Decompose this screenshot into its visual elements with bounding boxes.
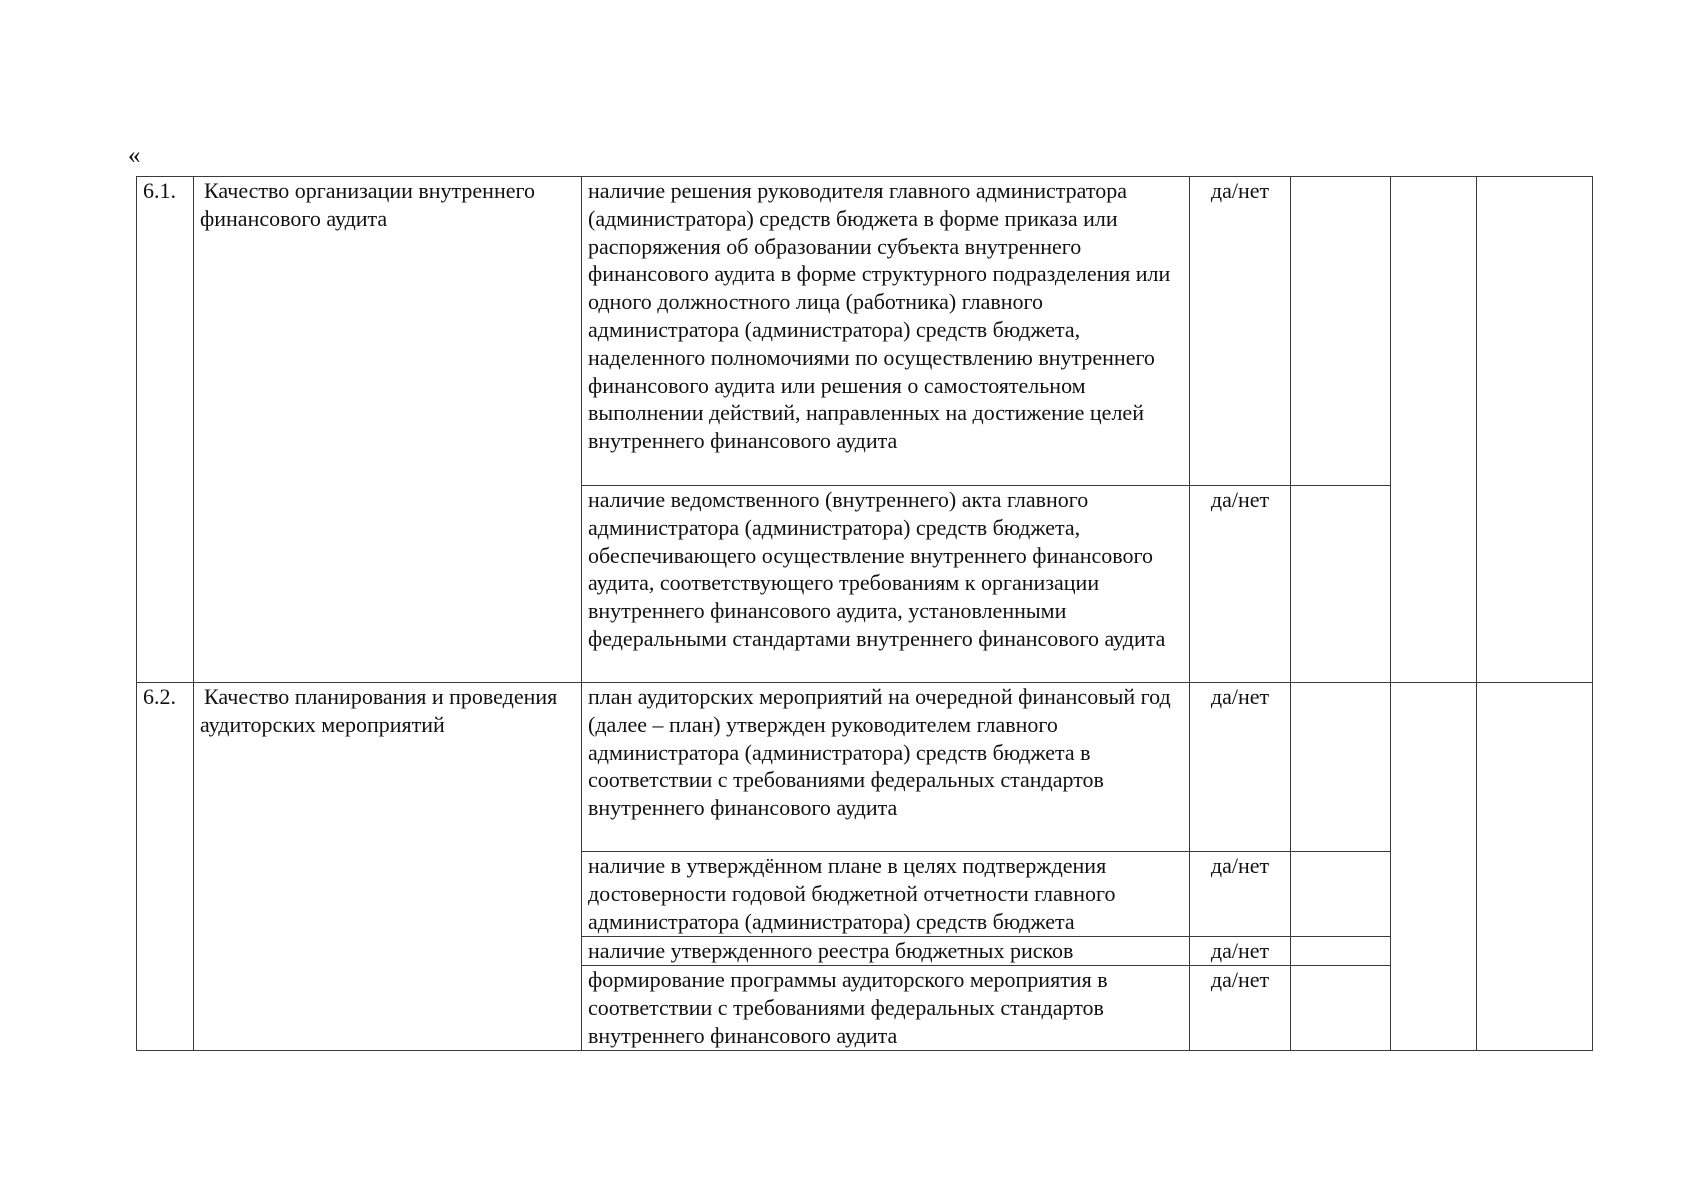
indicator-cell: наличие в утверждённом плане в целях подтверждения достоверности годовой бюджетной отчетности главного администратора (администратора) средств бюджета <box>582 852 1190 937</box>
empty-cell <box>1391 177 1477 683</box>
section-number: 6.1. <box>137 177 194 683</box>
empty-cell <box>1291 683 1391 852</box>
criterion-text: Качество организации внутреннего финансового аудита <box>200 178 535 231</box>
indicator-cell: наличие решения руководителя главного администратора (администратора) средств бюджета в форме приказа или распоряжения об образовании субъекта внутреннего финансового аудита в форме структурного подразделения или одного должностного лица (работника) главного администратора (администратора) средств бюджета, наделенного полномочиями по осуществлению внутреннего финансового аудита или решения о самостоятельном выполнении действий, направленных на достижение целей внутреннего финансового аудита <box>582 177 1190 486</box>
answer-cell: да/нет <box>1190 966 1291 1051</box>
empty-cell <box>1291 937 1391 966</box>
assessment-table <box>136 176 1593 1051</box>
criterion-cell <box>194 683 582 1051</box>
answer-cell: да/нет <box>1190 683 1291 852</box>
table-row <box>137 177 1593 486</box>
answer-cell: да/нет <box>1190 177 1291 486</box>
empty-cell <box>1391 683 1477 1051</box>
indicator-cell: наличие ведомственного (внутреннего) акта главного администратора (администратора) средств бюджета, обеспечивающего осуществление внутреннего финансового аудита, соответствующего требованиям к организации внутреннего финансового аудита, установленными федеральными стандартами внутреннего финансового аудита <box>582 486 1190 683</box>
indicator-cell: план аудиторских мероприятий на очередной финансовый год (далее – план) утвержден руководителем главного администратора (администратора) средств бюджета в соответствии с требованиями федеральных стандартов внутреннего финансового аудита <box>582 683 1190 852</box>
empty-cell <box>1291 852 1391 937</box>
criterion-text: Качество планирования и проведения аудиторских мероприятий <box>200 684 558 737</box>
empty-cell <box>1291 486 1391 683</box>
criterion-cell <box>194 177 582 683</box>
answer-cell: да/нет <box>1190 852 1291 937</box>
indicator-cell: формирование программы аудиторского мероприятия в соответствии с требованиями федеральных стандартов внутреннего финансового аудита <box>582 966 1190 1051</box>
answer-cell: да/нет <box>1190 937 1291 966</box>
table-row <box>137 683 1593 852</box>
empty-cell <box>1291 177 1391 486</box>
empty-cell <box>1477 683 1593 1051</box>
opening-quote-mark: « <box>128 142 141 169</box>
answer-cell: да/нет <box>1190 486 1291 683</box>
empty-cell <box>1291 966 1391 1051</box>
section-number: 6.2. <box>137 683 194 1051</box>
empty-cell <box>1477 177 1593 683</box>
indicator-cell: наличие утвержденного реестра бюджетных рисков <box>582 937 1190 966</box>
